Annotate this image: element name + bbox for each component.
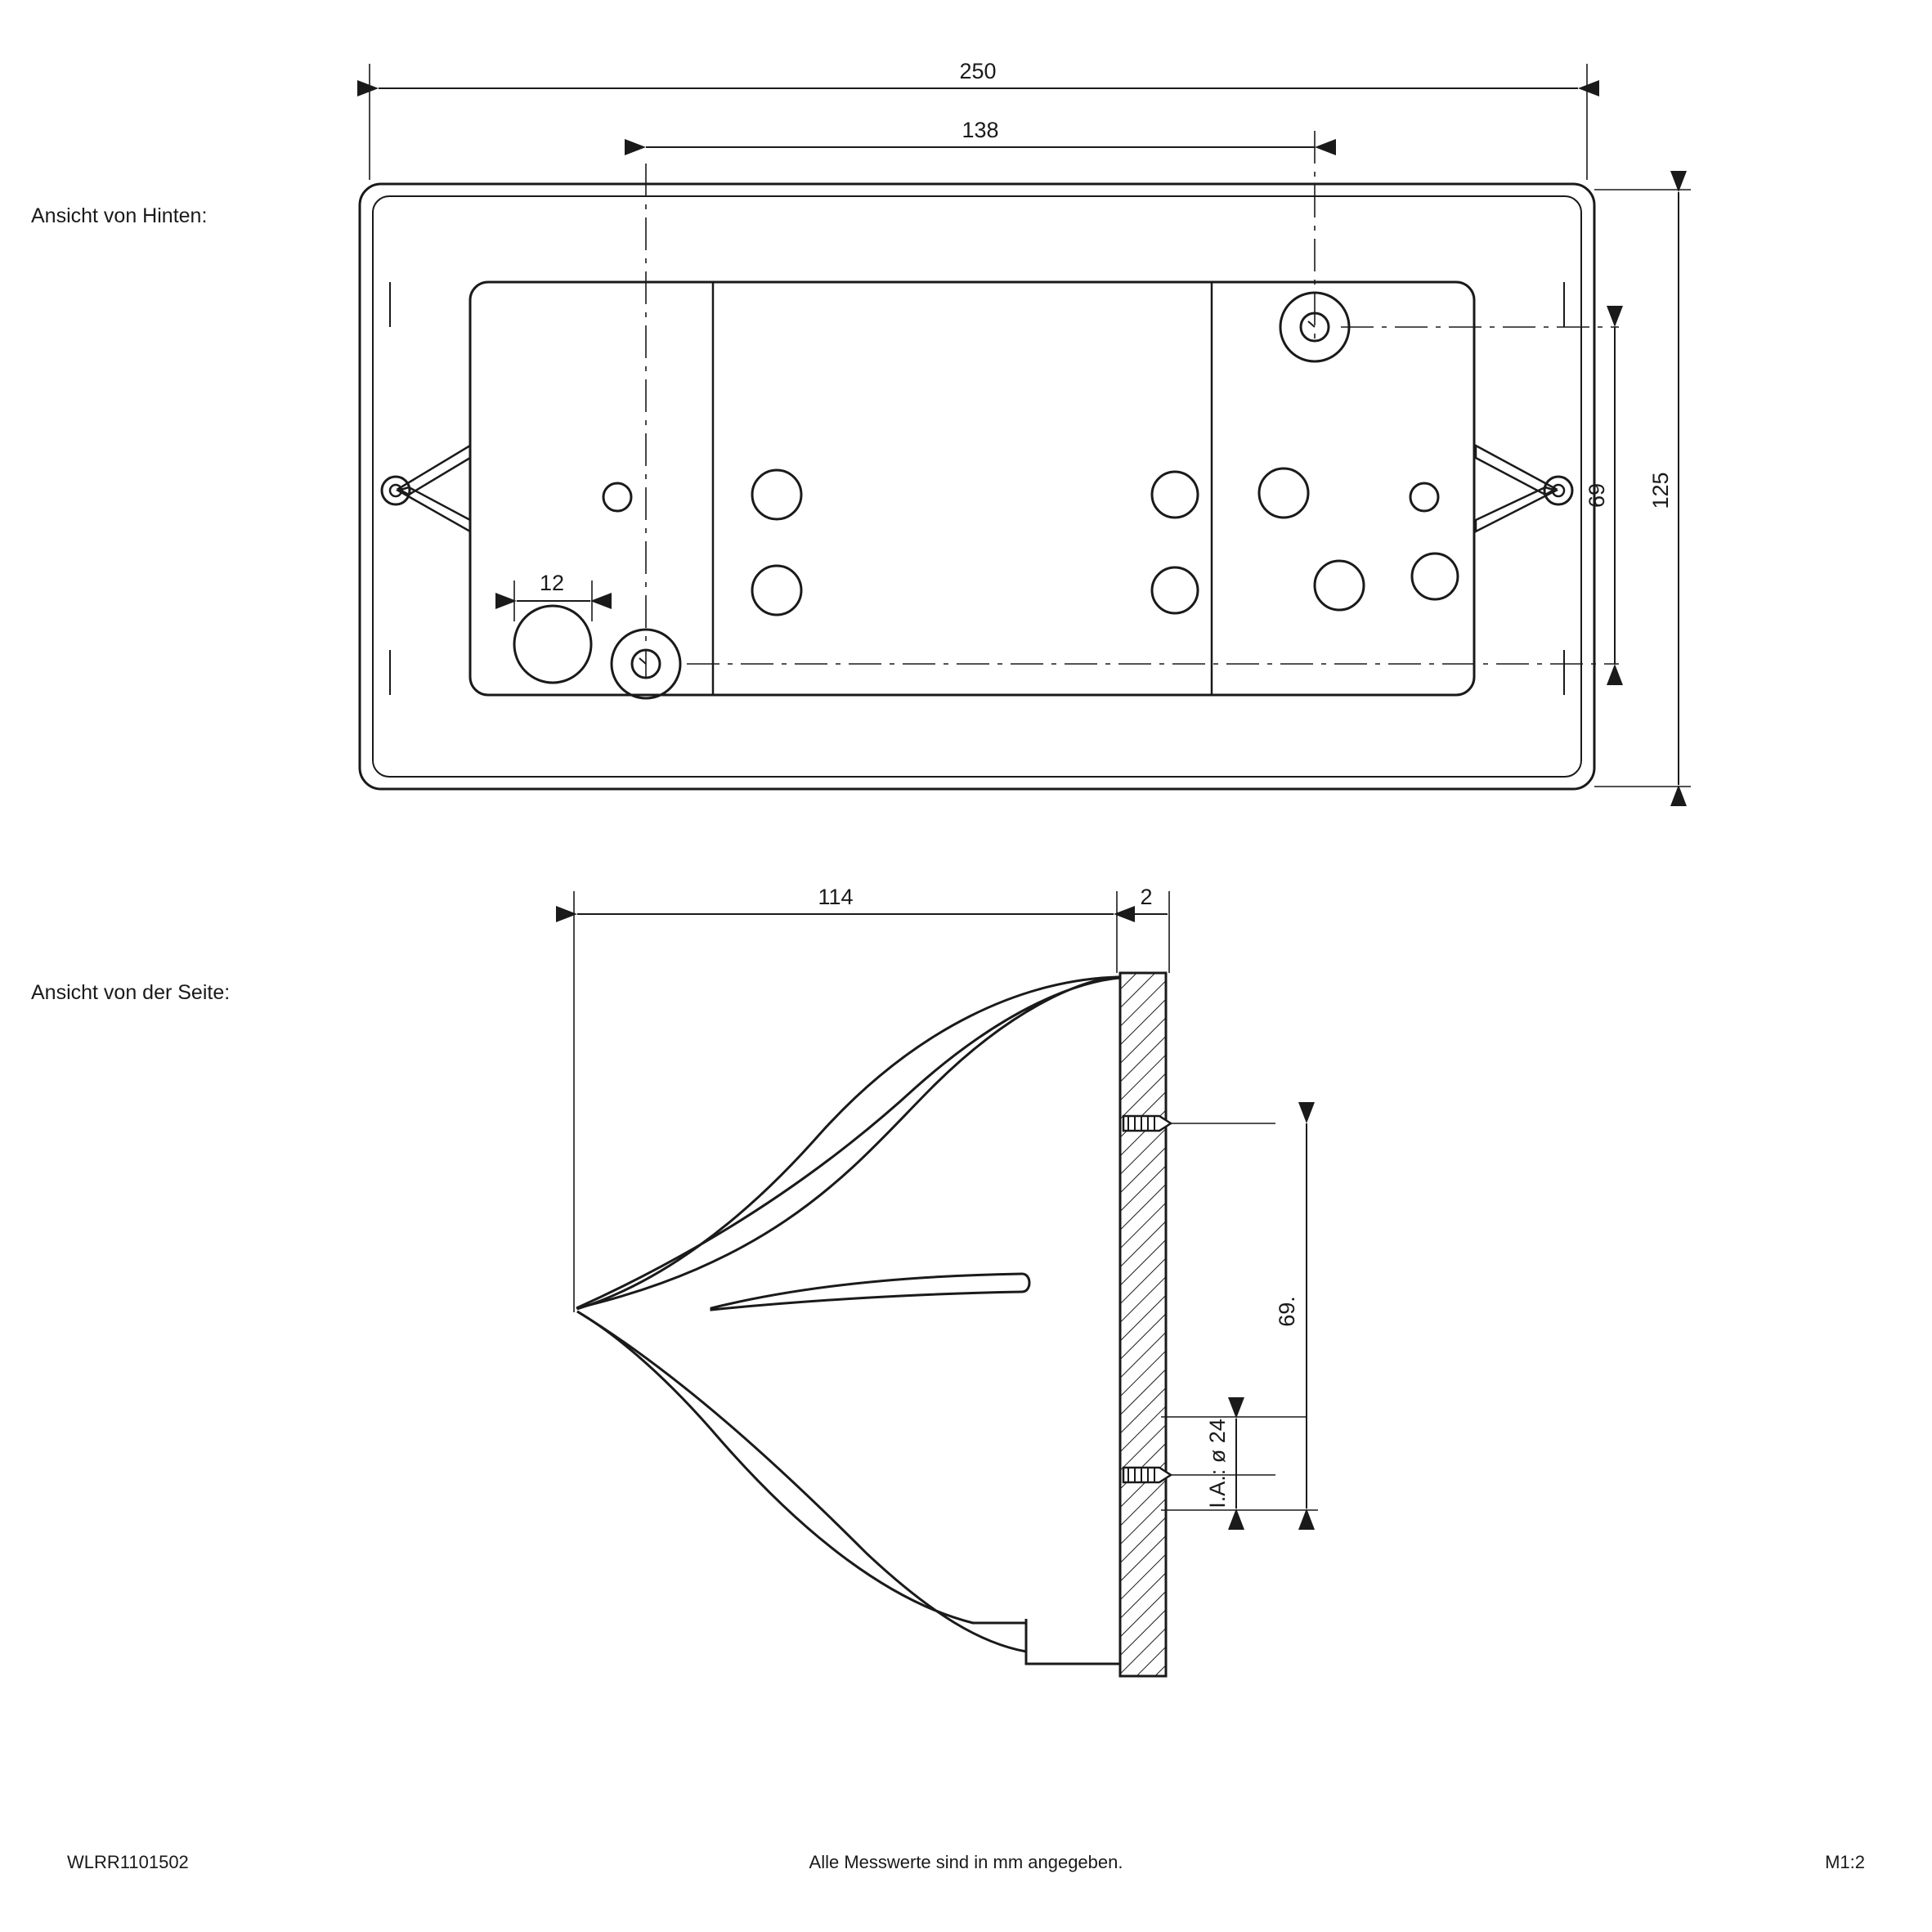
footer-note: Alle Messwerte sind in mm angegeben. [809,1852,1123,1872]
hole-12mm [514,606,591,683]
screw-top [1123,1116,1171,1131]
dimension-69-rear-label: 69 [1585,482,1609,509]
hole-5 [1152,567,1198,613]
dimension-138 [646,118,1315,147]
hole-small-1 [603,483,631,511]
dimension-125-label: 125 [1648,472,1673,509]
side-view-group [574,885,1318,1676]
dimension-138-label: 138 [962,118,999,142]
dimension-69-side [1275,1123,1307,1508]
side-view-label: Ansicht von der Seite: [31,981,231,1004]
dimension-2-label: 2 [1140,885,1153,909]
dimension-114-label: 114 [818,885,854,909]
screw-bottom [1123,1468,1171,1482]
dimension-2 [1120,885,1169,973]
dimension-la-24 [1161,1417,1318,1510]
dimension-69-rear [1585,327,1615,664]
body-backplate-edge [1026,977,1120,1664]
right-bracket [1476,446,1572,531]
hole-3 [752,566,801,615]
dimension-12-label: 12 [539,571,565,595]
rear-view-label: Ansicht von Hinten: [31,204,208,227]
dimension-114 [574,885,1117,1312]
light-slot [711,1274,1029,1310]
dimension-la-24-label: I.A.: ø 24 [1205,1419,1230,1508]
left-bracket [382,446,470,531]
footer-part-number: WLRR1101502 [67,1852,189,1872]
dimension-250-label: 250 [959,59,997,83]
hole-4 [1152,472,1198,518]
hole-8 [1410,483,1438,511]
dimension-12 [514,571,592,621]
hole-2 [752,470,801,519]
hole-9 [1412,554,1458,599]
rear-view-group [360,59,1691,789]
dimension-69-side-label: 69. [1275,1296,1299,1327]
footer-scale: M1:2 [1825,1852,1865,1872]
wall-section [1120,973,1166,1676]
hole-6 [1259,468,1308,518]
hole-7 [1315,561,1364,610]
housing-outline [360,184,1594,789]
backplate-outline [470,282,1474,695]
